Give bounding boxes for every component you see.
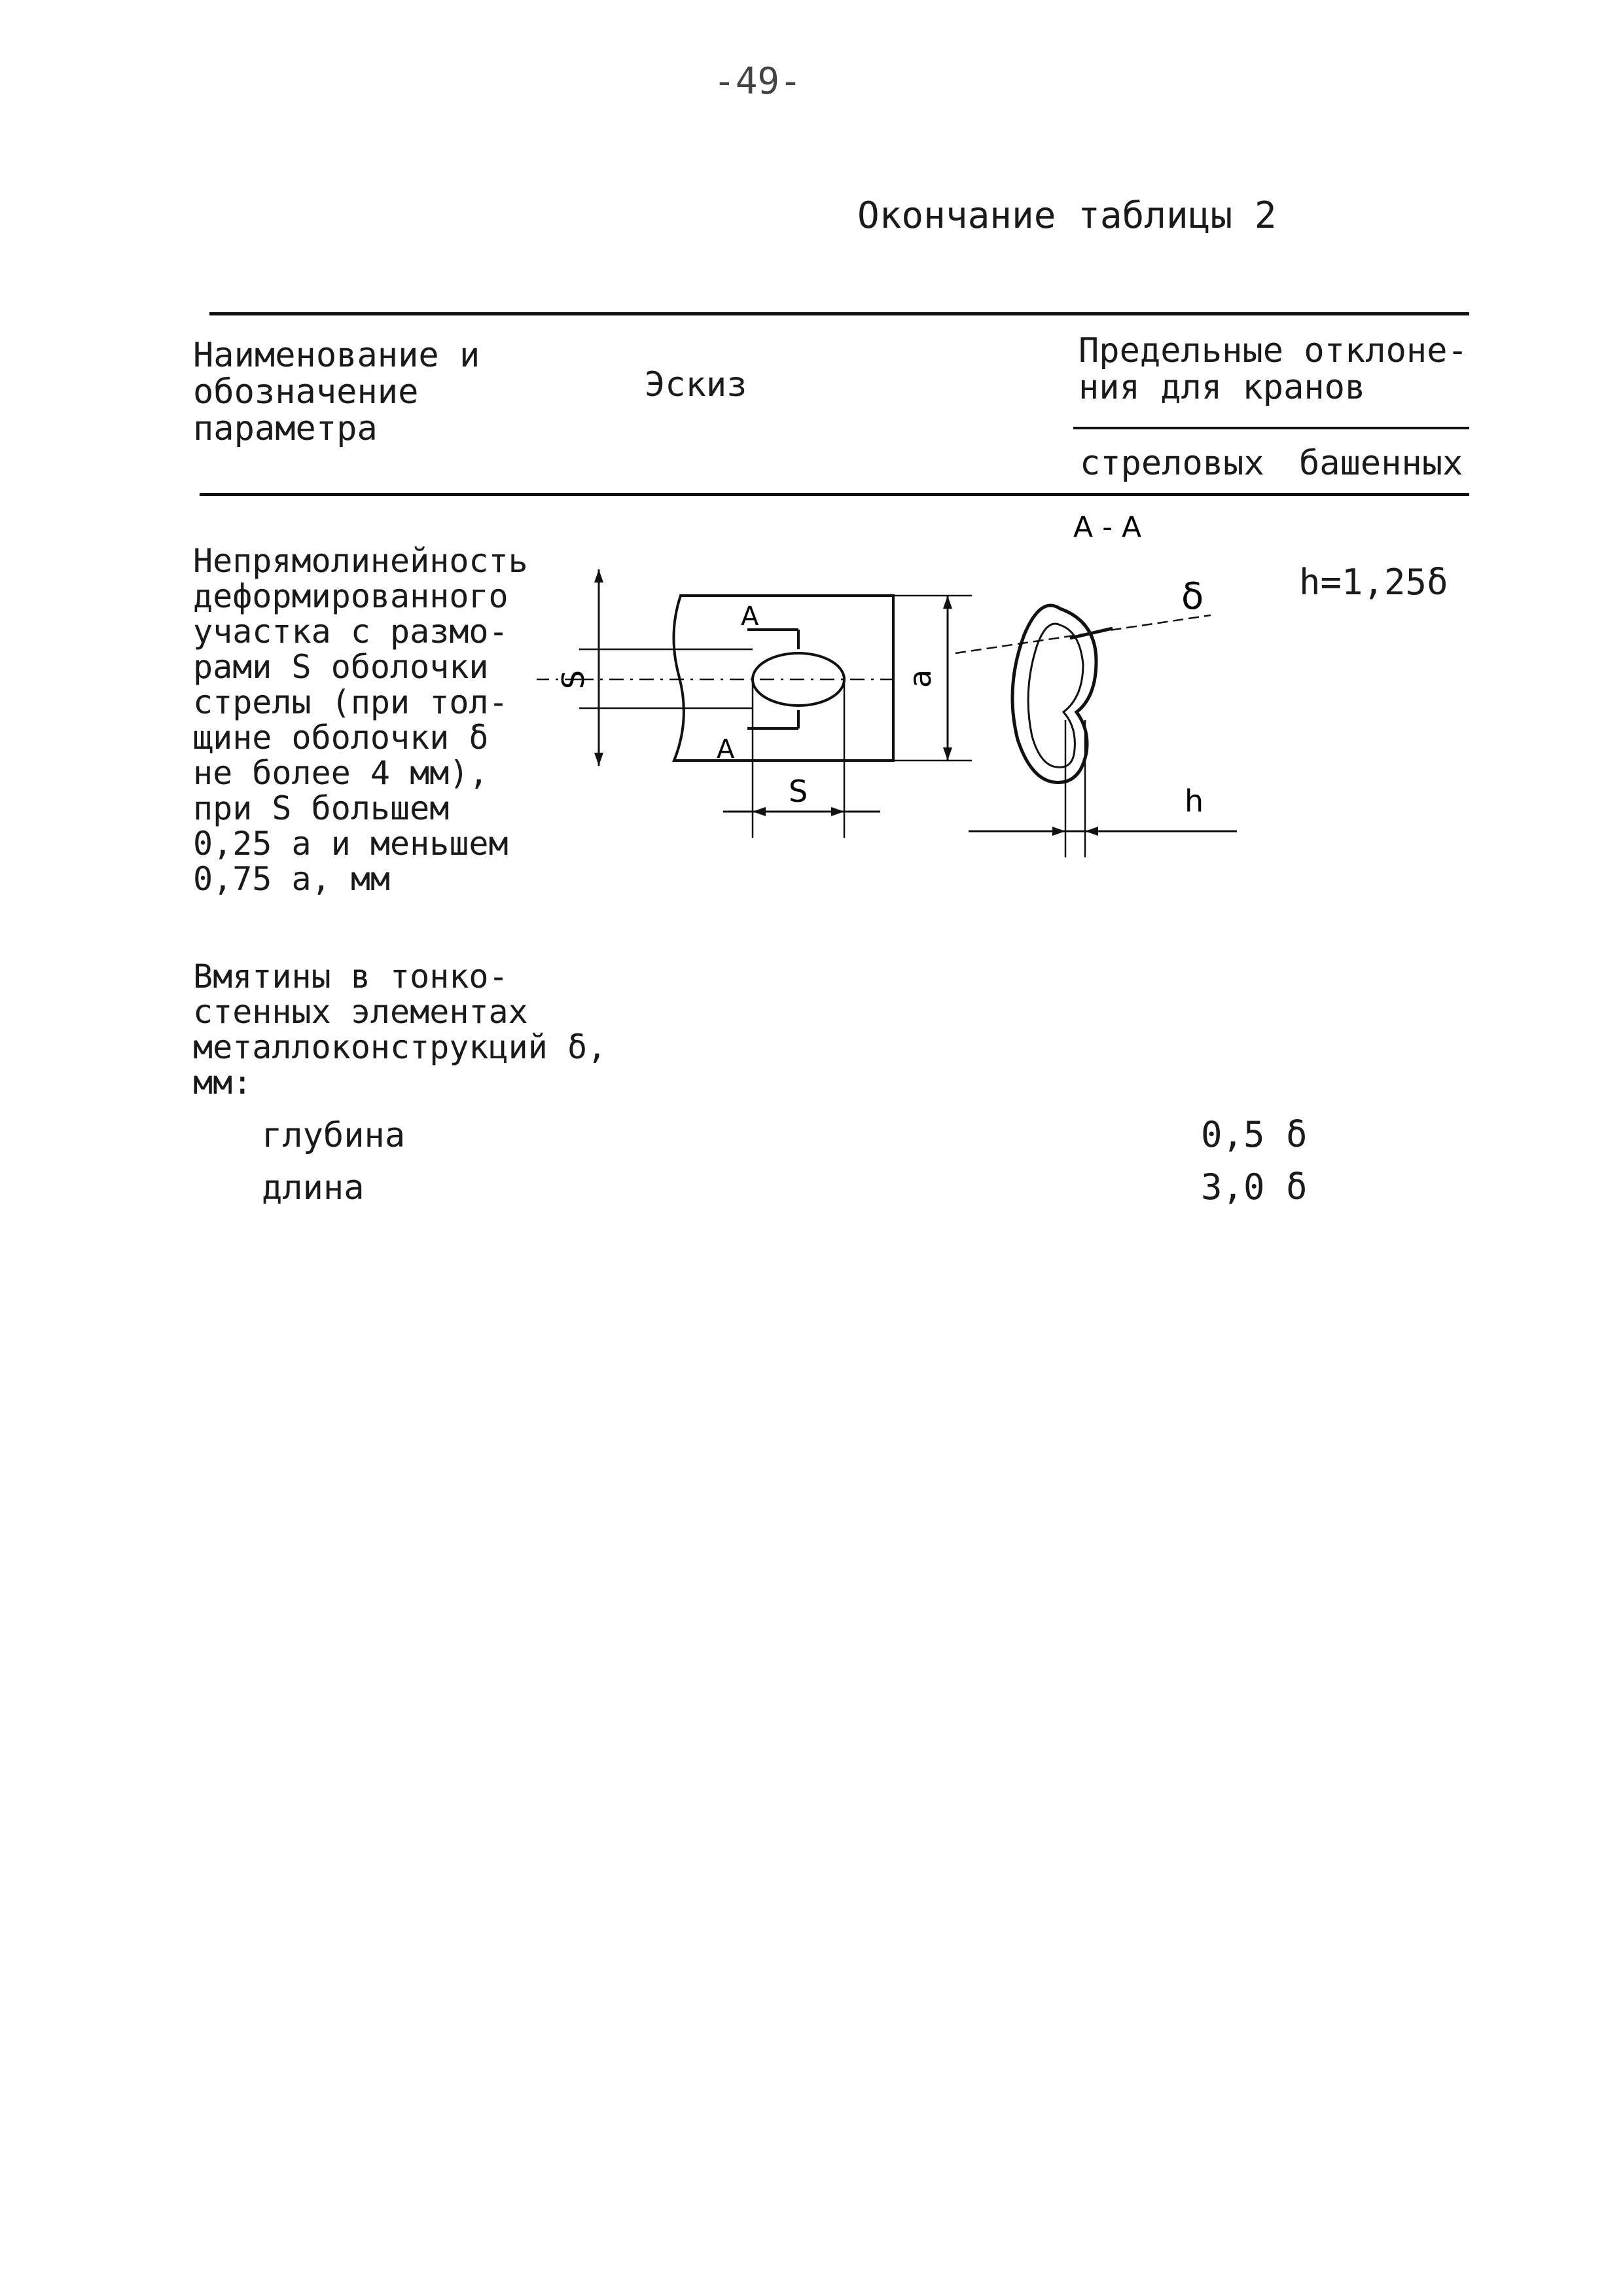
sketch-label-s-bottom: S (789, 774, 808, 809)
header-split-rule (1073, 427, 1469, 429)
sketch-label-a-dim: a (902, 669, 938, 688)
plate-outline (673, 596, 893, 761)
row-dents-depth-value: 0,5 δ (1201, 1114, 1308, 1155)
table-top-rule (209, 312, 1469, 315)
sketch-label-a-bottom: А (717, 734, 735, 764)
table-caption: Окончание таблицы 2 (857, 194, 1277, 237)
row-dents-depth-label: глубина (262, 1116, 406, 1155)
sketch-label-section: А - А (1073, 511, 1142, 544)
row-nonstraightness-name: Непрямолинейность деформированного участка с размо- рами S оболочки стрелы (при тол- щине оболочки δ не более 4 мм), при S большем 0,25 a и меньшем 0,75 a, мм (193, 542, 528, 898)
row-dents-length-label: длина (262, 1168, 365, 1208)
sketch-label-delta: δ (1181, 575, 1204, 618)
header-bottom-rule (200, 493, 1469, 496)
tube-section-inner (1028, 624, 1083, 767)
tube-section-outer (1012, 605, 1096, 782)
header-limit-deviations: Предельные отклоне- ния для кранов (1079, 331, 1468, 407)
sketch-label-s-side: S (556, 670, 591, 689)
page-number: -49- (713, 60, 802, 103)
header-tower-cranes: башенных (1299, 444, 1463, 483)
row-nonstraightness-tower-value: h=1,25δ (1299, 562, 1448, 603)
sketch-label-a-top: А (741, 601, 759, 632)
header-parameter-name: Наименование и обозначение параметра (193, 336, 480, 448)
sketch-label-h: h (1185, 783, 1204, 819)
header-boom-cranes: стреловых (1080, 444, 1264, 483)
row-dents-length-value: 3,0 δ (1201, 1166, 1308, 1208)
header-sketch: Эскиз (645, 365, 747, 404)
row-dents-name: Вмятины в тонко- стенных элементах металлоконструкций δ, мм: (193, 958, 607, 1102)
sketch-drawing (537, 504, 1270, 870)
